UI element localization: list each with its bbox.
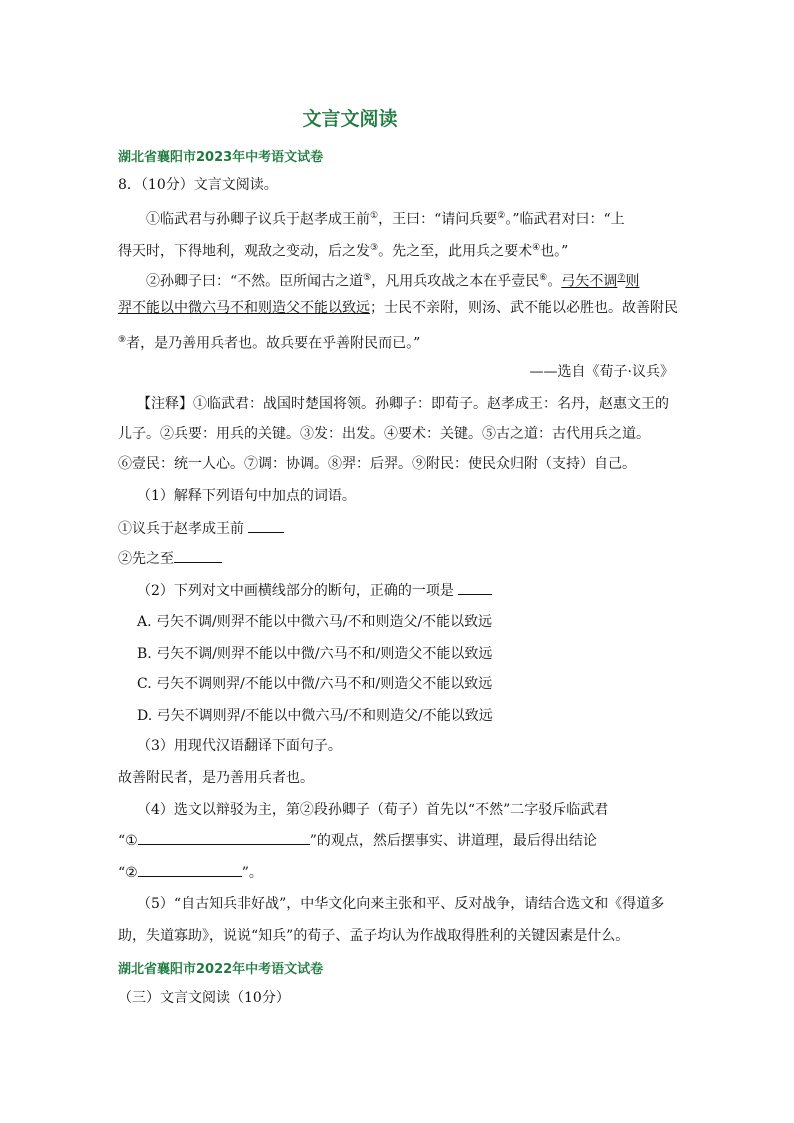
option-d: D. 弓矢不调则羿/不能以中微六马/不和则造父/不能以致远 <box>137 708 493 724</box>
question-header: 8．（10分）文言文阅读。 <box>118 177 278 193</box>
notes-line: 儿子。②兵要：用兵的关键。③发：出发。④要术：关键。⑤古之道：古代用兵之道。 <box>118 426 650 442</box>
question-1: （1）解释下列语句中加点的词语。 <box>137 488 356 504</box>
question-4-line: “① ”的观点，然后摆事实、讲道理，最后得出结论 <box>118 830 678 851</box>
page-title: 文言文阅读 <box>302 108 398 130</box>
question-5-line: 助，失道寡助》，说说“知兵”的荀子、孟子均认为作战取得胜利的关键因素是什么。 <box>118 928 630 944</box>
question-4-line: “② ”。 <box>118 862 678 883</box>
notes-line: ⑥壹民：统一人心。⑦调：协调。⑧羿：后羿。⑨附民：使民众归附（支持）自己。 <box>118 456 636 472</box>
question-5: （5）“自古知兵非好战”，中华文化向来主张和平、反对战争，请结合选文和《得道多 <box>137 896 665 912</box>
citation: ——选自《荀子·议兵》 <box>529 364 674 380</box>
section-heading: （三）文言文阅读（10分） <box>118 990 290 1006</box>
passage-line: ②孙卿子曰：“不然。臣所闻古之道⑤，凡用兵攻战之本在乎壹民⑥。弓矢不调⑦则 <box>146 273 640 290</box>
notes-line: 【注释】①临武君：战国时楚国将领。孙卿子：即荀子。赵孝成王：名丹，赵惠文王的 <box>137 396 669 412</box>
question-2: （2）下列对文中画横线部分的断句，正确的一项是 <box>137 580 697 601</box>
option-a: A. 弓矢不调/则羿不能以中微六马/不和则造父/不能以致远 <box>137 614 493 630</box>
option-b: B. 弓矢不调/则羿不能以中微/六马不和/则造父不能以致远 <box>137 646 493 662</box>
option-c: C. 弓矢不调则羿/不能以中微/六马不和/则造父不能以致远 <box>137 676 493 692</box>
passage-line: 得天时，下得地利，观敌之变动，后之发③。先之至，此用兵之要术④也。” <box>118 243 569 260</box>
underlined-text: 弓矢不调 <box>561 273 618 290</box>
answer-blank[interactable] <box>138 862 242 877</box>
answer-blank[interactable] <box>138 830 310 845</box>
answer-blank[interactable] <box>174 548 222 563</box>
source-heading: 湖北省襄阳市2022年中考语文试卷 <box>118 962 324 977</box>
q1-item: ①议兵于赵孝成王前 <box>118 518 678 539</box>
underlined-text: 则 <box>625 273 640 290</box>
q1-item: ②先之至 <box>118 548 678 569</box>
passage-line: ⑨者，是乃善用兵者也。故兵要在乎善附民而已。” <box>118 335 421 352</box>
question-4: （4）选文以辩驳为主，第②段孙卿子（荀子）首先以“不然”二字驳斥临武君 <box>137 802 609 818</box>
question-3: （3）用现代汉语翻译下面句子。 <box>137 738 342 754</box>
underlined-text: 羿不能以中微六马不和则造父不能以致远 <box>118 300 370 316</box>
passage-line: ①临武君与孙卿子议兵于赵孝成王前①，王曰：“请问兵要②。”临武君对曰：“上 <box>146 211 625 228</box>
passage-line: 羿不能以中微六马不和则造父不能以致远；士民不亲附，则汤、武不能以必胜也。故善附民 <box>118 300 678 316</box>
answer-blank[interactable] <box>248 518 284 533</box>
answer-blank[interactable] <box>458 580 492 595</box>
source-heading: 湖北省襄阳市2023年中考语文试卷 <box>118 150 324 165</box>
translate-sentence: 故善附民者，是乃善用兵者也。 <box>118 770 314 786</box>
